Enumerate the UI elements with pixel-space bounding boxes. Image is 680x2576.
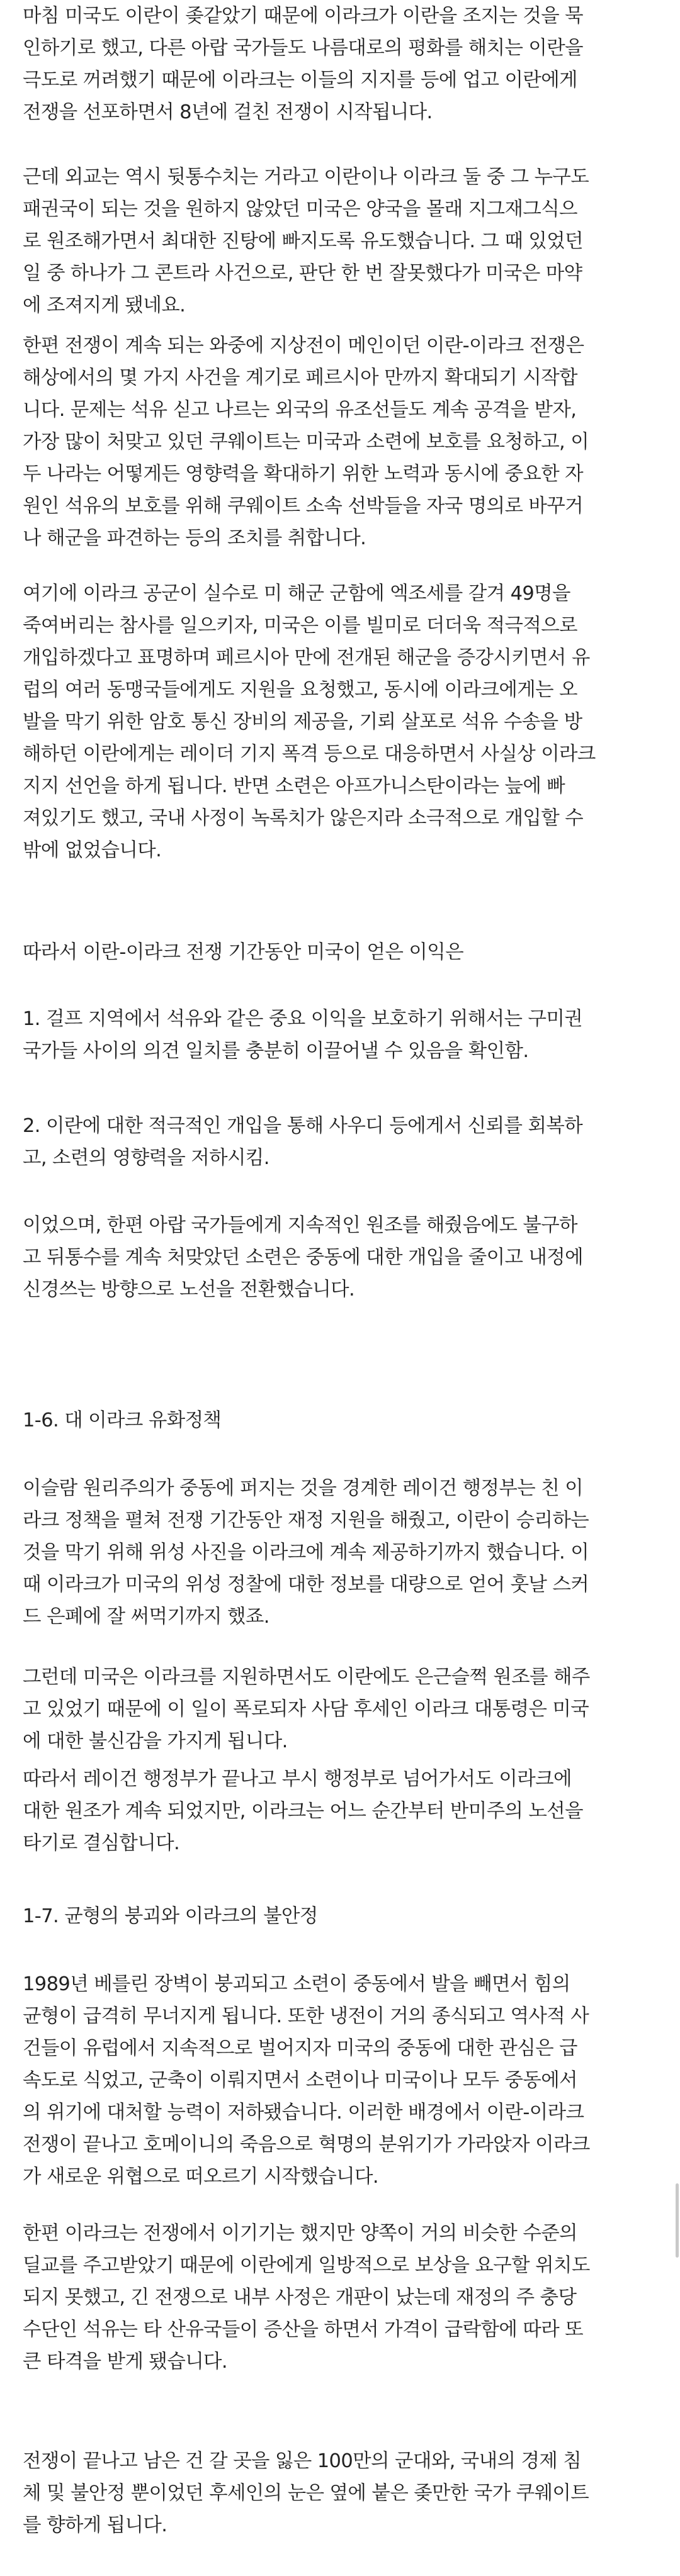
paragraph-soviet-shift: 이었으며, 한편 아랍 국가들에게 지속적인 원조를 해줬음에도 불구하 고 뒤통수를 계속 처맞았던 소련은 중동에 대한 개입을 줄이고 내정에 신경쓰는 방향으로 노선을 전환했습니다.	[23, 1214, 584, 1301]
scrollbar-track[interactable]	[671, 0, 680, 2576]
paragraph-war-start: 마침 미국도 이란이 좆같았기 때문에 이라크가 이란을 조지는 것을 묵 인하기로 했고, 다른 아랍 국가들도 나름대로의 평화를 해치는 이란을 극도로 꺼려했기 때문에 이라크는 이들의 지지를 등에 업고 이란에게 전쟁을 선포하면서 8년에 걸친 전쟁이 시작됩니다.	[23, 5, 584, 123]
paragraph-contra-affair: 근데 외교는 역시 뒷통수치는 거라고 이란이나 이라크 둘 중 그 누구도 패권국이 되는 것을 원하지 않았던 미국은 양국을 몰래 지그재그식으 로 원조해가면서 최대한 진탕에 빠지도록 유도했습니다. 그 때 있었던 일 중 하나가 그 콘트라 사건으로, 판단 한 번 잘못했다가 미국은 마약 에 조져지게 됐네요.	[23, 166, 589, 316]
scrollbar-thumb[interactable]	[676, 2183, 679, 2258]
section-heading-1-7: 1-7. 균형의 붕괴와 이라크의 불안정	[23, 1905, 318, 1927]
paragraph-iraq-economy: 한편 이라크는 전쟁에서 이기기는 했지만 양쪽이 거의 비슷한 수준의 딜교를 주고받았기 때문에 이란에게 일방적으로 보상을 요구할 위치도 되지 못했고, 긴 전쟁으로 내부 사정은 개판이 났는데 재정의 주 충당 수단인 석유는 타 산유국들이 증산을 하면서 가격이 급락함에 따라 또 큰 타격을 받게 됐습니다.	[23, 2222, 590, 2373]
list-item-gain-1: 1. 걸프 지역에서 석유와 같은 중요 이익을 보호하기 위해서는 구미권 국가들 사이의 의견 일치를 충분히 이끌어낼 수 있음을 확인함.	[23, 1008, 583, 1062]
paragraph-us-gains-intro: 따라서 이란-이라크 전쟁 기간동안 미국이 얻은 이익은	[23, 941, 463, 963]
paragraph-iran-aid-exposed: 그런데 미국은 이라크를 지원하면서도 이란에도 은근슬쩍 원조를 해주 고 있었기 때문에 이 일이 폭로되자 사담 후세인 이라크 대통령은 미국 에 대한 불신감을 가지게 됩니다.	[23, 1666, 590, 1752]
paragraph-reagan-policy: 이슬람 원리주의가 중동에 퍼지는 것을 경계한 레이건 행정부는 친 이 라크 정책을 펼쳐 전쟁 기간동안 재정 지원을 해줬고, 이란이 승리하는 것을 막기 위해 위성 사진을 이라크에 계속 제공하기까지 했습니다. 이 때 이라크가 미국의 위성 정찰에 대한 정보를 대량으로 얻어 훗날 스커 드 은폐에 잘 써먹기까지 했죠.	[23, 1477, 589, 1628]
paragraph-tanker-war: 한편 전쟁이 계속 되는 와중에 지상전이 메인이던 이란-이라크 전쟁은 해상에서의 몇 가지 사건을 계기로 페르시아 만까지 확대되기 시작합 니다. 문제는 석유 싣고 나르는 외국의 유조선들도 계속 공격을 받자, 가장 많이 처맞고 있던 쿠웨이트는 미국과 소련에 보호를 요청하고, 이 두 나라는 어떻게든 영향력을 확대하기 위한 노력과 동시에 중요한 자 원인 석유의 보호를 위해 쿠웨이트 소속 선박들을 자국 명의로 바꾸거 나 해군을 파견하는 등의 조치를 취합니다.	[23, 335, 589, 549]
paragraph-kuwait-target: 전쟁이 끝나고 남은 건 갈 곳을 잃은 100만의 군대와, 국내의 경제 침 체 및 불안정 뿐이었던 후세인의 눈은 옆에 붙은 좆만한 국가 쿠웨이트 를 향하게 됩니다.	[23, 2450, 589, 2536]
list-item-gain-2: 2. 이란에 대한 적극적인 개입을 통해 사우디 등에게서 신뢰를 회복하 고, 소련의 영향력을 저하시킴.	[23, 1115, 583, 1169]
paragraph-balance-collapse: 1989년 베를린 장벽이 붕괴되고 소련이 중동에서 발을 빼면서 힘의 균형이 급격히 무너지게 됩니다. 또한 냉전이 거의 종식되고 역사적 사 건들이 유럽에서 지속적으로 벌어지자 미국의 중동에 대한 관심은 급 속도로 식었고, 군축이 이뤄지면서 소련이나 미국이나 모두 중동에서 의 위기에 대처할 능력이 저하됐습니다. 이러한 배경에서 이란-이라크 전쟁이 끝나고 호메이니의 죽음으로 혁명의 분위기가 가라앉자 이라크 가 새로운 위협으로 떠오르기 시작했습니다.	[23, 1973, 590, 2188]
paragraph-exocet-incident: 여기에 이라크 공군이 실수로 미 해군 군함에 엑조세를 갈겨 49명을 죽여버리는 참사를 일으키자, 미국은 이를 빌미로 더더욱 적극적으로 개입하겠다고 표명하며 페르시아 만에 전개된 해군을 증강시키면서 유 럽의 여러 동맹국들에게도 지원을 요청했고, 동시에 이라크에게는 오 발을 막기 위한 암호 통신 장비의 제공을, 기뢰 살포로 석유 수송을 방 해하던 이란에게는 레이더 기지 폭격 등으로 대응하면서 사실상 이라크 지지 선언을 하게 됩니다. 반면 소련은 아프가니스탄이라는 늪에 빠 져있기도 했고, 국내 사정이 녹록치가 않은지라 소극적으로 개입할 수 밖에 없었습니다.	[23, 583, 596, 861]
paragraph-anti-us-turn: 따라서 레이건 행정부가 끝나고 부시 행정부로 넘어가서도 이라크에 대한 원조가 계속 되었지만, 이라크는 어느 순간부터 반미주의 노선을 타기로 결심합니다.	[23, 1768, 584, 1854]
section-heading-1-6: 1-6. 대 이라크 유화정책	[23, 1409, 222, 1431]
